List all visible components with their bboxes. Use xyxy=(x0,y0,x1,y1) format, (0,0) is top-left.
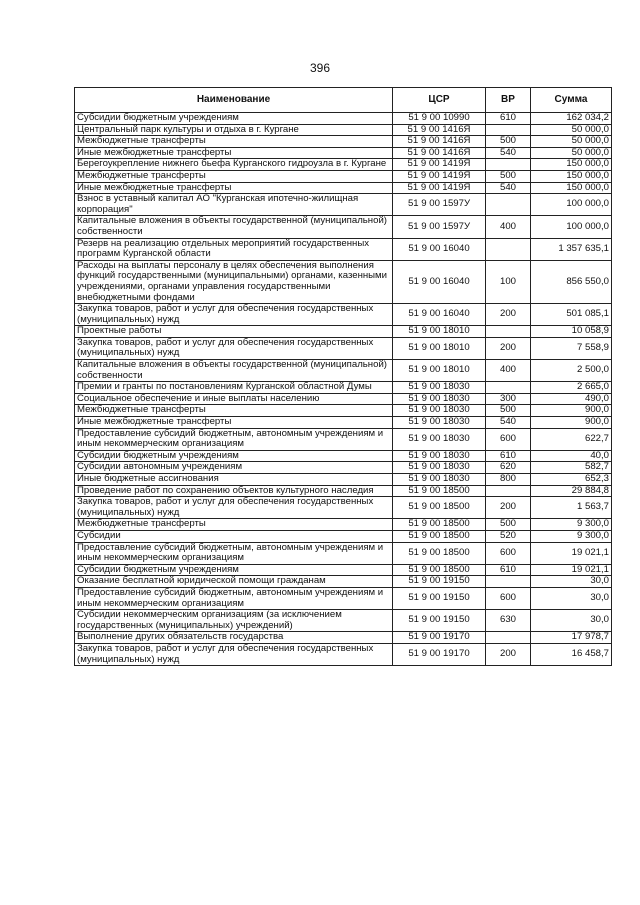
table-row xyxy=(75,147,612,159)
table-row xyxy=(75,326,612,338)
row-vr: 500 xyxy=(486,136,531,148)
row-vr: 540 xyxy=(486,147,531,159)
table-row xyxy=(75,216,612,238)
row-sum: 50 000,0 xyxy=(531,124,612,136)
table-row xyxy=(75,530,612,542)
row-vr: 600 xyxy=(486,428,531,450)
table-row xyxy=(75,393,612,405)
row-name: Иные межбюджетные трансферты xyxy=(75,182,393,194)
row-csr: 51 9 00 1419Я xyxy=(393,170,486,182)
row-sum: 2 665,0 xyxy=(531,382,612,394)
table-row xyxy=(75,643,612,665)
row-vr: 630 xyxy=(486,610,531,632)
row-sum: 162 034,2 xyxy=(531,113,612,125)
row-csr: 51 9 00 18500 xyxy=(393,519,486,531)
row-sum: 7 558,9 xyxy=(531,337,612,359)
row-name: Субсидии автономным учреждениям xyxy=(75,462,393,474)
row-sum: 19 021,1 xyxy=(531,542,612,564)
row-csr: 51 9 00 18010 xyxy=(393,337,486,359)
row-vr xyxy=(486,632,531,644)
row-vr xyxy=(486,159,531,171)
row-sum: 30,0 xyxy=(531,610,612,632)
table-row xyxy=(75,304,612,326)
table-row xyxy=(75,159,612,171)
row-name: Субсидии бюджетным учреждениям xyxy=(75,450,393,462)
row-sum: 100 000,0 xyxy=(531,216,612,238)
row-name: Межбюджетные трансферты xyxy=(75,170,393,182)
row-sum: 900,0 xyxy=(531,417,612,429)
header-name: Наименование xyxy=(75,88,393,113)
row-vr: 610 xyxy=(486,564,531,576)
row-vr: 500 xyxy=(486,170,531,182)
row-name: Субсидии бюджетным учреждениям xyxy=(75,113,393,125)
row-vr: 540 xyxy=(486,182,531,194)
row-csr: 51 9 00 16040 xyxy=(393,238,486,260)
row-sum: 29 884,8 xyxy=(531,485,612,497)
row-csr: 51 9 00 18030 xyxy=(393,462,486,474)
row-name: Предоставление субсидий бюджетным, автономным учреждениям и иным некоммерческим организациям xyxy=(75,587,393,609)
header-sum: Сумма xyxy=(531,88,612,113)
row-sum: 150 000,0 xyxy=(531,159,612,171)
table-row xyxy=(75,382,612,394)
row-vr xyxy=(486,485,531,497)
row-name: Субсидии xyxy=(75,530,393,542)
row-csr: 51 9 00 18030 xyxy=(393,405,486,417)
row-name: Субсидии некоммерческим организациям (за исключением государственных (муниципальных) учреждений) xyxy=(75,610,393,632)
row-vr: 610 xyxy=(486,113,531,125)
table-row xyxy=(75,238,612,260)
budget-table xyxy=(74,87,612,666)
row-sum: 30,0 xyxy=(531,587,612,609)
table-row xyxy=(75,113,612,125)
table-row xyxy=(75,632,612,644)
row-csr: 51 9 00 19170 xyxy=(393,643,486,665)
row-vr xyxy=(486,326,531,338)
table-row xyxy=(75,610,612,632)
row-csr: 51 9 00 16040 xyxy=(393,304,486,326)
row-csr: 51 9 00 18030 xyxy=(393,417,486,429)
row-name: Предоставление субсидий бюджетным, автономным учреждениям и иным некоммерческим организациям xyxy=(75,428,393,450)
header-csr: ЦСР xyxy=(393,88,486,113)
row-csr: 51 9 00 18500 xyxy=(393,530,486,542)
row-name: Иные бюджетные ассигнования xyxy=(75,474,393,486)
row-sum: 150 000,0 xyxy=(531,170,612,182)
row-csr: 51 9 00 19150 xyxy=(393,576,486,588)
row-name: Резерв на реализацию отдельных мероприятий государственных программ Курганской области xyxy=(75,238,393,260)
row-sum: 10 058,9 xyxy=(531,326,612,338)
row-vr xyxy=(486,124,531,136)
row-csr: 51 9 00 18030 xyxy=(393,474,486,486)
row-sum: 50 000,0 xyxy=(531,147,612,159)
table-row xyxy=(75,564,612,576)
row-name: Закупка товаров, работ и услуг для обеспечения государственных (муниципальных) нужд xyxy=(75,304,393,326)
header-vr: ВР xyxy=(486,88,531,113)
row-name: Берегоукрепление нижнего бьефа Курганского гидроузла в г. Кургане xyxy=(75,159,393,171)
row-name: Иные межбюджетные трансферты xyxy=(75,147,393,159)
table-row xyxy=(75,337,612,359)
row-sum: 1 563,7 xyxy=(531,497,612,519)
table-header-row xyxy=(75,88,612,113)
row-csr: 51 9 00 10990 xyxy=(393,113,486,125)
row-vr xyxy=(486,194,531,216)
row-name: Межбюджетные трансферты xyxy=(75,136,393,148)
row-vr: 100 xyxy=(486,260,531,303)
row-sum: 17 978,7 xyxy=(531,632,612,644)
row-name: Закупка товаров, работ и услуг для обеспечения государственных (муниципальных) нужд xyxy=(75,337,393,359)
row-name: Капитальные вложения в объекты государственной (муниципальной) собственности xyxy=(75,216,393,238)
row-sum: 30,0 xyxy=(531,576,612,588)
row-csr: 51 9 00 18500 xyxy=(393,564,486,576)
row-csr: 51 9 00 16040 xyxy=(393,260,486,303)
row-csr: 51 9 00 1419Я xyxy=(393,159,486,171)
row-sum: 900,0 xyxy=(531,405,612,417)
row-sum: 40,0 xyxy=(531,450,612,462)
row-name: Взнос в уставный капитал АО "Курганская ипотечно-жилищная корпорация" xyxy=(75,194,393,216)
row-csr: 51 9 00 18030 xyxy=(393,382,486,394)
table-row xyxy=(75,474,612,486)
table-row xyxy=(75,136,612,148)
row-vr: 200 xyxy=(486,643,531,665)
row-sum: 652,3 xyxy=(531,474,612,486)
table-row xyxy=(75,450,612,462)
row-csr: 51 9 00 1597У xyxy=(393,194,486,216)
row-csr: 51 9 00 18030 xyxy=(393,450,486,462)
row-sum: 501 085,1 xyxy=(531,304,612,326)
row-vr: 400 xyxy=(486,360,531,382)
row-csr: 51 9 00 1416Я xyxy=(393,124,486,136)
row-vr xyxy=(486,382,531,394)
row-vr xyxy=(486,238,531,260)
table-row xyxy=(75,182,612,194)
table-row xyxy=(75,587,612,609)
row-csr: 51 9 00 1416Я xyxy=(393,136,486,148)
row-sum: 100 000,0 xyxy=(531,194,612,216)
row-vr: 500 xyxy=(486,519,531,531)
row-csr: 51 9 00 19150 xyxy=(393,610,486,632)
row-name: Иные межбюджетные трансферты xyxy=(75,417,393,429)
row-vr: 400 xyxy=(486,216,531,238)
row-vr: 600 xyxy=(486,542,531,564)
row-csr: 51 9 00 18010 xyxy=(393,360,486,382)
row-sum: 9 300,0 xyxy=(531,519,612,531)
row-sum: 50 000,0 xyxy=(531,136,612,148)
row-csr: 51 9 00 18500 xyxy=(393,497,486,519)
row-csr: 51 9 00 18010 xyxy=(393,326,486,338)
table-row xyxy=(75,519,612,531)
row-sum: 856 550,0 xyxy=(531,260,612,303)
row-vr: 800 xyxy=(486,474,531,486)
row-sum: 2 500,0 xyxy=(531,360,612,382)
table-row xyxy=(75,462,612,474)
row-csr: 51 9 00 18030 xyxy=(393,393,486,405)
table-row xyxy=(75,576,612,588)
row-csr: 51 9 00 1419Я xyxy=(393,182,486,194)
row-vr: 540 xyxy=(486,417,531,429)
row-vr: 200 xyxy=(486,337,531,359)
row-vr xyxy=(486,576,531,588)
table-row xyxy=(75,428,612,450)
table-body xyxy=(75,113,612,666)
table-row xyxy=(75,260,612,303)
row-csr: 51 9 00 19150 xyxy=(393,587,486,609)
row-sum: 1 357 635,1 xyxy=(531,238,612,260)
row-sum: 19 021,1 xyxy=(531,564,612,576)
row-sum: 622,7 xyxy=(531,428,612,450)
page-number: 396 xyxy=(309,61,331,75)
table-row xyxy=(75,124,612,136)
row-name: Предоставление субсидий бюджетным, автономным учреждениям и иным некоммерческим организациям xyxy=(75,542,393,564)
row-sum: 490,0 xyxy=(531,393,612,405)
row-csr: 51 9 00 1416Я xyxy=(393,147,486,159)
row-name: Закупка товаров, работ и услуг для обеспечения государственных (муниципальных) нужд xyxy=(75,643,393,665)
row-csr: 51 9 00 18030 xyxy=(393,428,486,450)
row-name: Премии и гранты по постановлениям Курганской областной Думы xyxy=(75,382,393,394)
table-row xyxy=(75,485,612,497)
row-vr: 520 xyxy=(486,530,531,542)
row-name: Оказание бесплатной юридической помощи гражданам xyxy=(75,576,393,588)
row-vr: 600 xyxy=(486,587,531,609)
row-csr: 51 9 00 18500 xyxy=(393,485,486,497)
row-vr: 620 xyxy=(486,462,531,474)
table-row xyxy=(75,170,612,182)
row-csr: 51 9 00 18500 xyxy=(393,542,486,564)
row-vr: 610 xyxy=(486,450,531,462)
table-row xyxy=(75,360,612,382)
table-row xyxy=(75,194,612,216)
row-csr: 51 9 00 1597У xyxy=(393,216,486,238)
row-sum: 16 458,7 xyxy=(531,643,612,665)
row-vr: 300 xyxy=(486,393,531,405)
row-name: Проведение работ по сохранению объектов культурного наследия xyxy=(75,485,393,497)
row-vr: 200 xyxy=(486,304,531,326)
row-sum: 9 300,0 xyxy=(531,530,612,542)
row-name: Проектные работы xyxy=(75,326,393,338)
row-name: Капитальные вложения в объекты государственной (муниципальной) собственности xyxy=(75,360,393,382)
row-name: Межбюджетные трансферты xyxy=(75,519,393,531)
table-row xyxy=(75,497,612,519)
row-name: Закупка товаров, работ и услуг для обеспечения государственных (муниципальных) нужд xyxy=(75,497,393,519)
row-name: Социальное обеспечение и иные выплаты населению xyxy=(75,393,393,405)
row-vr: 200 xyxy=(486,497,531,519)
row-name: Выполнение других обязательств государства xyxy=(75,632,393,644)
table-row xyxy=(75,417,612,429)
table-row xyxy=(75,405,612,417)
row-name: Межбюджетные трансферты xyxy=(75,405,393,417)
row-name: Расходы на выплаты персоналу в целях обеспечения выполнения функций государственными (муниципальными) органами, казенными учреждениями, органами управления государственными внебюджетными фондами xyxy=(75,260,393,303)
row-vr: 500 xyxy=(486,405,531,417)
row-sum: 582,7 xyxy=(531,462,612,474)
table-row xyxy=(75,542,612,564)
row-name: Центральный парк культуры и отдыха в г. Кургане xyxy=(75,124,393,136)
row-csr: 51 9 00 19170 xyxy=(393,632,486,644)
row-name: Субсидии бюджетным учреждениям xyxy=(75,564,393,576)
row-sum: 150 000,0 xyxy=(531,182,612,194)
